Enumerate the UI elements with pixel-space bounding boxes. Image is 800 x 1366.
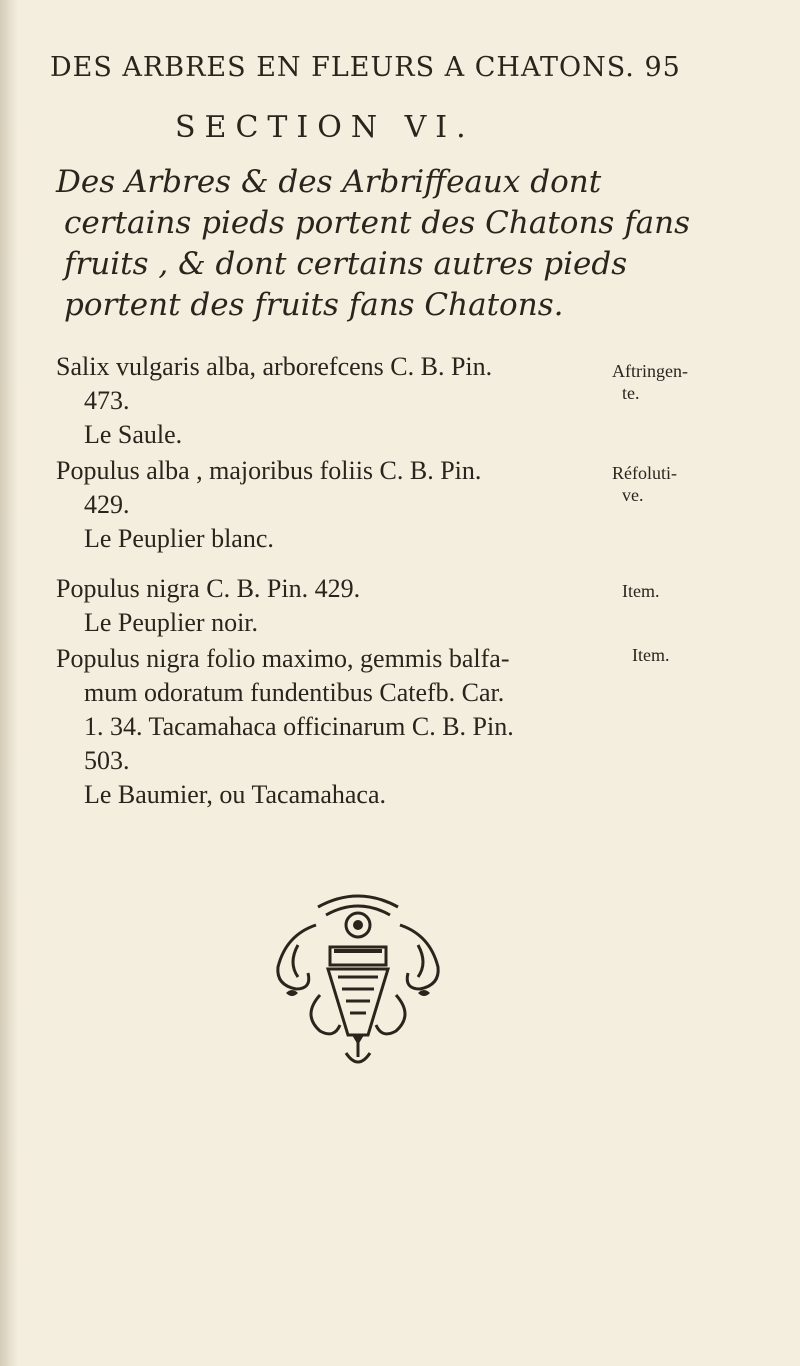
section-title: SECTION VI. (175, 110, 475, 145)
entry-line: Le Peuplier noir. (84, 608, 259, 637)
margin-note-line: ve. (622, 485, 644, 505)
entry-line: 473. (84, 386, 130, 415)
heading-line: Des Arbres & des Arbriffeaux dont (56, 164, 602, 200)
heading-line: portent des fruits fans Chatons. (64, 287, 564, 323)
margin-note-populus-alba (612, 462, 792, 506)
entry-line: Le Saule. (84, 420, 183, 449)
plant-entry-populus-nigra (56, 572, 636, 640)
plant-entry-salix (56, 350, 636, 452)
margin-note-line: Réfoluti- (612, 463, 677, 483)
margin-note-populus-nigra (622, 580, 800, 602)
margin-note-line: Item. (622, 581, 660, 601)
margin-note-line: Item. (632, 645, 670, 665)
plant-entry-populus-alba (56, 454, 636, 556)
margin-note-tacamahaca (632, 644, 800, 666)
entry-line: Populus nigra folio maximo, gemmis balfa- (56, 644, 510, 673)
heading-line: fruits , & dont certains autres pieds (64, 246, 628, 282)
entry-line: 1. 34. Tacamahaca officinarum C. B. Pin. (84, 712, 514, 741)
entry-line: 429. (84, 490, 130, 519)
entry-line: Le Baumier, ou Tacamahaca. (84, 780, 387, 809)
entry-line: Populus nigra C. B. Pin. 429. (56, 574, 361, 603)
entry-line: Le Peuplier blanc. (84, 524, 274, 553)
margin-note-salix (612, 360, 792, 404)
plant-entry-tacamahaca (56, 642, 636, 812)
page-gutter-shadow (0, 0, 18, 1366)
heading-line: certains pieds portent des Chatons fans (64, 205, 691, 241)
cul-de-lampe-ornament-icon (268, 885, 448, 1075)
entry-line: 503. (84, 746, 130, 775)
margin-note-line: Aftringen- (612, 361, 688, 381)
entry-line: mum odoratum fundentibus Catefb. Car. (84, 678, 505, 707)
section-heading (56, 162, 691, 326)
running-head: DES ARBRES EN FLEURS A CHATONS. 95 (50, 52, 681, 83)
entry-line: Salix vulgaris alba, arborefcens C. B. Pin. (56, 352, 493, 381)
margin-note-line: te. (622, 383, 640, 403)
entry-line: Populus alba , majoribus foliis C. B. Pin. (56, 456, 482, 485)
